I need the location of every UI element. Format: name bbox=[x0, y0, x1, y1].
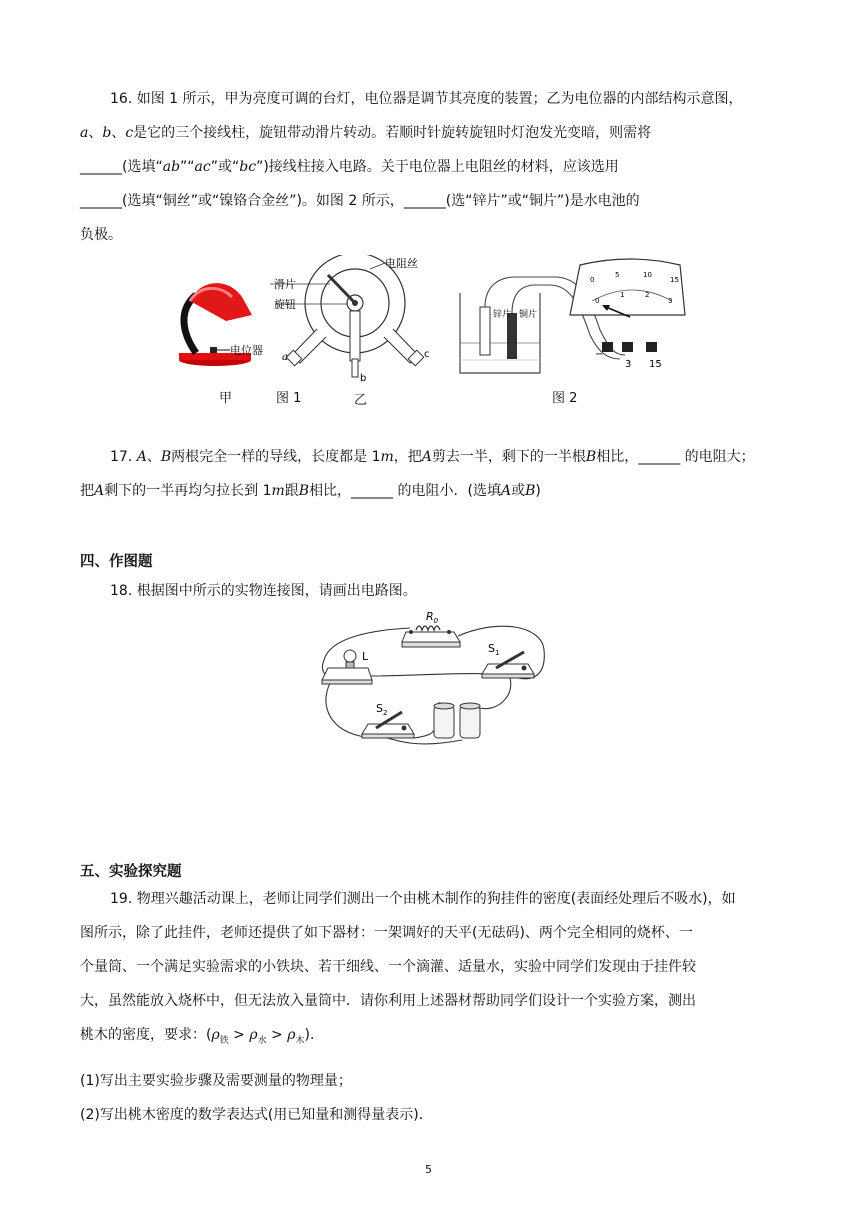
rho-symbol: ρ bbox=[249, 1027, 258, 1043]
q16-var-b: b bbox=[102, 125, 112, 141]
batteries bbox=[434, 703, 480, 738]
terminal-minus-label: − bbox=[595, 349, 604, 360]
q16-opt-ab: ab bbox=[162, 159, 181, 175]
caption-jia: 甲 bbox=[219, 391, 233, 406]
q17-text: 两根完全一样的导线，长度都是 1 bbox=[171, 449, 381, 465]
q16-sep-1: 、 bbox=[88, 125, 103, 141]
figure-1-and-2 bbox=[170, 255, 690, 410]
scale-bottom-1: 1 bbox=[620, 291, 625, 299]
q16-line-2 bbox=[80, 122, 651, 144]
scale-top-5: 5 bbox=[615, 271, 620, 279]
resistance-wire-label: 电阻丝 bbox=[385, 257, 418, 270]
q17-unit: m bbox=[380, 449, 394, 465]
q17-var: B bbox=[585, 449, 597, 465]
scale-bottom-3: 3 bbox=[668, 297, 673, 305]
lamp-potentiometer-label: 电位器 bbox=[230, 344, 263, 357]
lamp-l bbox=[322, 650, 372, 684]
greater-than: > bbox=[266, 1027, 288, 1043]
q17-text: ，把 bbox=[393, 449, 422, 465]
q17-text: 跟 bbox=[284, 483, 299, 499]
q19-line-5 bbox=[80, 1024, 324, 1052]
q17-var: A bbox=[500, 483, 512, 499]
q16-line-4: ______(选填“铜丝”或“镍铬合金丝”)。如图 2 所示，______(选“锌片”或“铜片”)是水电池的 bbox=[80, 193, 640, 209]
scale-top-15: 15 bbox=[670, 276, 679, 284]
q16-line-3 bbox=[80, 156, 619, 178]
q16-var-c: c bbox=[125, 125, 134, 141]
lamp-l-label: L bbox=[362, 650, 369, 663]
scale-top-10: 10 bbox=[643, 271, 652, 279]
q16-line-5: 负极。 bbox=[80, 227, 122, 243]
q17-text: 剩下的一半再均匀拉长到 1 bbox=[104, 483, 272, 499]
s1-label: $S_1$ bbox=[488, 642, 500, 657]
q17-number: 17. bbox=[110, 449, 137, 465]
rho-subscript-iron: 铁 bbox=[219, 1035, 229, 1046]
q18-text: 18. 根据图中所示的实物连接图，请画出电路图。 bbox=[110, 583, 417, 599]
q17-text: 剪去一半，剩下的一半根 bbox=[431, 449, 586, 465]
page-number: 5 bbox=[425, 1163, 432, 1176]
q19-line-3: 个量筒、一个满足实验需求的小铁块、若干细线、一个滴灌、适量水，实验中同学们发现由于挂件较 bbox=[80, 959, 696, 975]
switch-s2 bbox=[362, 702, 414, 738]
caption-figure-2: 图 2 bbox=[552, 391, 578, 406]
circuit-figure bbox=[310, 608, 550, 753]
rho-symbol: ρ bbox=[211, 1027, 220, 1043]
q16-opt-ac: ac bbox=[194, 159, 211, 175]
scale-bottom-0: 0 bbox=[595, 297, 600, 305]
water-battery-figure bbox=[460, 259, 685, 373]
q19-part-1: (1)写出主要实验步骤及需要测量的物理量； bbox=[80, 1073, 352, 1089]
q16-quote-1: ”“ bbox=[180, 159, 195, 175]
q17-text: 把 bbox=[80, 483, 94, 499]
caption-figure-1: 图 1 bbox=[276, 391, 302, 406]
q17-text: 相比，______ 的电阻小．(选填 bbox=[309, 483, 501, 499]
q16-opt-bc: bc bbox=[239, 159, 257, 175]
knob-label: 旋钮 bbox=[274, 298, 296, 311]
q19-line-4: 大，虽然能放入烧杯中，但无法放入量筒中．请你利用上述器材帮助同学们设计一个实验方案，测出 bbox=[80, 993, 696, 1009]
terminal-c-label: c bbox=[424, 349, 430, 360]
potentiometer-figure bbox=[270, 255, 430, 384]
zinc-label: 锌片 bbox=[493, 310, 512, 320]
q17-var: A bbox=[94, 483, 105, 499]
terminal-15-label: 15 bbox=[649, 359, 662, 370]
q17-text: 相比，______ 的电阻大； bbox=[596, 449, 755, 465]
terminal-b-label: b bbox=[360, 373, 367, 384]
q17-var: A bbox=[421, 449, 432, 465]
section-5-title: 五、实验探究题 bbox=[80, 864, 182, 880]
scale-bottom-2: 2 bbox=[645, 291, 650, 299]
q16-var-a: a bbox=[80, 125, 89, 141]
q16-line-1: 16. 如图 1 所示，甲为亮度可调的台灯，电位器是调节其亮度的装置；乙为电位器的内部结构示意图， bbox=[110, 91, 743, 107]
q19-text: 桃木的密度，要求：( bbox=[80, 1027, 212, 1043]
q19-text: )． bbox=[304, 1027, 324, 1043]
section-4-title: 四、作图题 bbox=[80, 554, 153, 570]
q17-text: 、 bbox=[146, 449, 161, 465]
q17-line-2 bbox=[80, 480, 541, 502]
greater-than: > bbox=[228, 1027, 250, 1043]
q16-quote-2: ”或“ bbox=[210, 159, 240, 175]
q19-part-2: (2)写出桃木密度的数学表达式(用已知量和测得量表示)． bbox=[80, 1107, 433, 1123]
terminal-3-label: 3 bbox=[625, 359, 632, 370]
q17-unit: m bbox=[271, 483, 285, 499]
q19-line-1: 19. 物理兴趣活动课上，老师让同学们测出一个由桃木制作的狗挂件的密度(表面经处理后不吸水)，如 bbox=[110, 891, 736, 907]
q16-line-3-text: ”)接线柱接入电路。关于电位器上电阻丝的材料，应该选用 bbox=[256, 159, 619, 175]
q16-line-2-text: 是它的三个接线柱，旋钮带动滑片转动。若顺时针旋转旋钮时灯泡发光变暗，则需将 bbox=[133, 125, 652, 141]
rho-symbol: ρ bbox=[287, 1027, 296, 1043]
copper-label: 铜片 bbox=[519, 310, 538, 320]
slider-label: 滑片 bbox=[274, 278, 296, 291]
q16-blank-1: ______(选填“ bbox=[80, 159, 163, 175]
caption-yi: 乙 bbox=[354, 393, 368, 408]
q17-line-1 bbox=[110, 446, 755, 468]
q16-sep-2: 、 bbox=[111, 125, 126, 141]
q17-var: A bbox=[136, 449, 147, 465]
q17-text: 或 bbox=[511, 483, 526, 499]
q17-var: B bbox=[525, 483, 536, 499]
resistor-r0 bbox=[402, 610, 460, 647]
rho-subscript-water: 水 bbox=[257, 1035, 267, 1046]
q17-var: B bbox=[298, 483, 310, 499]
s2-label: $S_2$ bbox=[376, 702, 388, 717]
switch-s1 bbox=[482, 642, 534, 678]
scale-top-0: 0 bbox=[590, 276, 595, 284]
desk-lamp-figure bbox=[179, 283, 263, 366]
q17-text: ) bbox=[535, 483, 541, 499]
q17-var: B bbox=[160, 449, 172, 465]
rho-subscript-wood: 木 bbox=[295, 1035, 305, 1046]
terminal-a-label: a bbox=[282, 352, 288, 363]
r0-label: $R_0$ bbox=[426, 610, 439, 625]
q19-line-2: 图所示，除了此挂件，老师还提供了如下器材：一架调好的天平(无砝码)、两个完全相同的烧杯、一 bbox=[80, 925, 693, 941]
